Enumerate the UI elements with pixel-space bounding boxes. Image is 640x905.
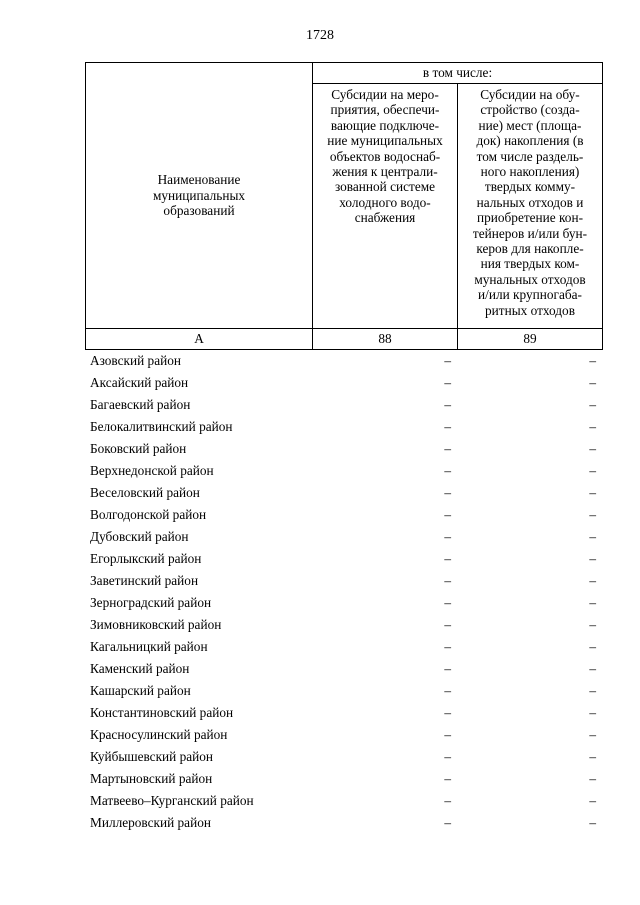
value-89: – (589, 507, 596, 522)
table-row (85, 768, 602, 790)
table-row (85, 702, 602, 724)
table-row (85, 438, 602, 460)
value-88: – (444, 463, 451, 478)
value-89: – (589, 529, 596, 544)
table-header (85, 62, 603, 350)
column-code-88: 88 (313, 329, 458, 350)
row-name: Дубовский район (90, 529, 189, 544)
table-row (85, 372, 602, 394)
column-group-header: в том числе: (313, 63, 603, 84)
value-89: – (589, 793, 596, 808)
value-89: – (589, 683, 596, 698)
value-88: – (444, 529, 451, 544)
value-89: – (589, 375, 596, 390)
header-line: док) накопления (в (476, 133, 584, 149)
value-89: – (589, 441, 596, 456)
value-89: – (589, 463, 596, 478)
header-line: холодного водо- (339, 194, 431, 210)
header-line: стройство (созда- (480, 102, 580, 118)
value-88: – (444, 661, 451, 676)
table-body (85, 350, 602, 834)
value-89: – (589, 595, 596, 610)
column-header-name: Наименование муниципальных образований (86, 63, 313, 329)
table-row (85, 746, 602, 768)
value-88: – (444, 793, 451, 808)
row-name: Константиновский район (90, 705, 234, 720)
table-row (85, 350, 602, 372)
header-line: твердых комму- (484, 179, 576, 195)
table-row (85, 614, 602, 636)
value-89: – (589, 815, 596, 830)
row-name: Белокалитвинский район (90, 419, 233, 434)
table-row (85, 680, 602, 702)
value-88: – (444, 375, 451, 390)
column-header-88 (313, 84, 458, 329)
row-name: Волгодонской район (90, 507, 207, 522)
value-88: – (444, 397, 451, 412)
column-code-89: 89 (458, 329, 603, 350)
header-line: объектов водоснаб- (329, 148, 441, 164)
row-name: Красносулинский район (90, 727, 228, 742)
table-row (85, 812, 602, 834)
value-89: – (589, 661, 596, 676)
table-row (85, 482, 602, 504)
value-88: – (444, 617, 451, 632)
row-name: Кашарский район (90, 683, 191, 698)
value-89: – (589, 353, 596, 368)
header-line: ритных отходов (485, 302, 575, 318)
row-name: Азовский район (90, 353, 181, 368)
column-code-a: А (86, 329, 313, 350)
header-line: ного накопления) (480, 164, 580, 180)
table-row (85, 790, 602, 812)
row-name: Кагальницкий район (90, 639, 208, 654)
table-row (85, 636, 602, 658)
header-line: том числе раздель- (476, 148, 584, 164)
row-name: Веселовский район (90, 485, 200, 500)
row-name: Верхнедонской район (90, 463, 214, 478)
value-88: – (444, 353, 451, 368)
value-88: – (444, 419, 451, 434)
table-row (85, 724, 602, 746)
table-row (85, 504, 602, 526)
header-line: и/или крупногаба- (478, 287, 582, 303)
value-89: – (589, 771, 596, 786)
row-name: Мартыновский район (90, 771, 213, 786)
header-line: ние муниципальных (327, 133, 443, 149)
header-line: приятия, обеспечи- (330, 102, 440, 118)
row-name: Матвеево–Курганский район (90, 793, 254, 808)
header-line: мунальных отходов (474, 271, 586, 287)
table-row (85, 658, 602, 680)
header-line: ние) мест (площа- (478, 117, 582, 133)
row-name: Миллеровский район (90, 815, 211, 830)
value-89: – (589, 617, 596, 632)
header-line: Субсидии на обу- (480, 87, 580, 102)
value-88: – (444, 507, 451, 522)
row-name: Заветинский район (90, 573, 199, 588)
header-line: снабжения (354, 210, 416, 226)
table-row (85, 526, 602, 548)
header-line: зованной системе (334, 179, 436, 195)
table-row (85, 460, 602, 482)
value-89: – (589, 573, 596, 588)
header-line: нальных отходов и (476, 194, 584, 210)
header-line: жения к централи- (332, 164, 438, 180)
value-88: – (444, 683, 451, 698)
value-88: – (444, 727, 451, 742)
column-header-89 (458, 84, 603, 329)
value-89: – (589, 727, 596, 742)
value-88: – (444, 573, 451, 588)
value-88: – (444, 771, 451, 786)
row-name: Зерноградский район (90, 595, 212, 610)
value-88: – (444, 551, 451, 566)
row-name: Каменский район (90, 661, 190, 676)
value-89: – (589, 551, 596, 566)
header-line: вающие подключе- (330, 117, 440, 133)
table-row (85, 570, 602, 592)
value-88: – (444, 441, 451, 456)
value-88: – (444, 485, 451, 500)
value-89: – (589, 749, 596, 764)
row-name: Аксайский район (90, 375, 189, 390)
row-name: Егорлыкский район (90, 551, 202, 566)
value-88: – (444, 639, 451, 654)
table-row (85, 416, 602, 438)
header-line: приобретение кон- (477, 210, 583, 226)
value-88: – (444, 815, 451, 830)
value-89: – (589, 705, 596, 720)
value-89: – (589, 419, 596, 434)
page-number: 1728 (306, 28, 334, 43)
table-row (85, 592, 602, 614)
row-name: Боковский район (90, 441, 187, 456)
value-88: – (444, 595, 451, 610)
value-88: – (444, 705, 451, 720)
row-name: Куйбышевский район (90, 749, 214, 764)
value-89: – (589, 397, 596, 412)
header-line: Субсидии на меро- (331, 87, 439, 102)
header-line: керов для накопле- (476, 241, 584, 257)
value-89: – (589, 485, 596, 500)
table-row (85, 548, 602, 570)
header-line: ния твердых ком- (480, 256, 580, 272)
value-89: – (589, 639, 596, 654)
row-name: Зимовниковский район (90, 617, 222, 632)
row-name: Багаевский район (90, 397, 191, 412)
value-88: – (444, 749, 451, 764)
header-line: тейнеров и/или бун- (472, 225, 588, 241)
table-row (85, 394, 602, 416)
